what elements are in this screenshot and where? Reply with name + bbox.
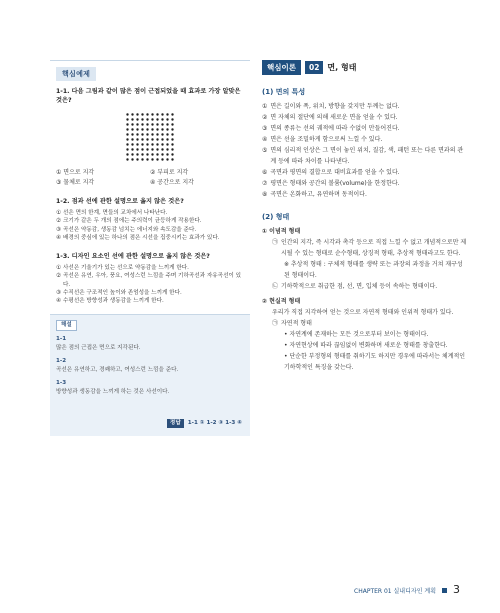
q3-option (56, 297, 244, 305)
grid-dot (151, 148, 153, 150)
grid-dot (151, 153, 153, 155)
grid-dot (151, 158, 153, 160)
grid-dot (156, 118, 158, 120)
theory-column (262, 60, 467, 373)
grid-dot (141, 118, 143, 120)
ideal-form-a (262, 237, 467, 259)
grid-dot (166, 143, 168, 145)
grid-dot (151, 113, 153, 115)
section-heading-plane: (1) 면의 특성 (262, 88, 306, 96)
grid-dot (131, 138, 133, 140)
grid-dot (146, 123, 148, 125)
question-1-title: 1-1. 다음 그림과 같이 많은 점이 근접되었을 때 효과로 가장 알맞은 것은? (56, 88, 241, 104)
grid-dot (171, 123, 173, 125)
theory-number: 02 (305, 61, 323, 74)
grid-dot (166, 113, 168, 115)
grid-dot (131, 118, 133, 120)
page-footer (354, 584, 460, 595)
item-text: 평면은 형태와 공간의 볼륨(volume)을 한정한다. (270, 180, 400, 187)
q2-option (56, 217, 244, 225)
example-panel (50, 60, 250, 306)
explanation-num: 1-1 (56, 335, 67, 342)
grid-dot (136, 118, 138, 120)
plane-property (262, 145, 467, 167)
q3-option (56, 289, 244, 297)
grid-dot (161, 128, 163, 130)
grid-dot (166, 118, 168, 120)
grid-dot (151, 143, 153, 145)
grid-dot (126, 148, 128, 150)
chapter-label: CHAPTER 01 실내디자인 계획 (354, 588, 436, 595)
footer-marker (442, 588, 447, 593)
q1-option-2: ② 부피로 지각 (150, 169, 189, 176)
q2-option-text: 선은 면의 한계, 면들의 교차에서 나타난다. (63, 210, 168, 216)
grid-dot (146, 148, 148, 150)
real-form-heading: ② 현실적 형태 (262, 298, 301, 305)
q2-option-text: 곡선은 약동감, 생동감 넘치는 에너지와 속도감을 준다. (63, 226, 197, 233)
item-num: ⑧ (262, 191, 268, 198)
ideal-form-note: ※ 추상적 형태 : 구체적 형태를 생략 또는 과장의 과정을 거쳐 재구성된 형태이다. (284, 261, 463, 279)
grid-dot (171, 118, 173, 120)
theory-header (262, 60, 467, 75)
plane-property (262, 178, 467, 189)
item-text: 면 자체의 절단에 의해 새로운 면을 얻을 수 있다. (270, 114, 398, 121)
grid-dot (136, 153, 138, 155)
grid-dot (146, 153, 148, 155)
grid-dot (146, 133, 148, 135)
answer-tag: 정답 (167, 419, 184, 428)
grid-dot (131, 128, 133, 130)
grid-dot (126, 113, 128, 115)
q1-option-3: ③ 물체로 지각 (56, 179, 95, 186)
q2-option (56, 234, 244, 242)
q3-option-text: 사선은 기울기가 있는 선으로 약동감을 느끼게 한다. (63, 265, 189, 272)
section-heading-form: (2) 형태 (262, 213, 290, 221)
question-2-options (56, 209, 244, 242)
natural-form-bullet: • 자연현상에 따라 끊임없이 변화하며 새로운 형태를 창출한다. (284, 342, 448, 349)
explanation-text: 방향성과 생동감을 느끼게 하는 것은 사선이다. (56, 388, 170, 395)
natural-form-bullet: • 단순한 부정형의 형태를 취하기도 하지만 경우에 따라서는 체계적인 기하학적인 특징을 갖는다. (284, 353, 466, 371)
explanation-box (50, 314, 250, 436)
item-num: ⑤ (262, 147, 268, 154)
item-num: ② (262, 114, 268, 121)
grid-dot (171, 133, 173, 135)
natural-form-heading (262, 318, 467, 329)
ideal-form-b (262, 281, 467, 292)
plane-property (262, 112, 467, 123)
item-num: ㉡ (272, 283, 279, 290)
grid-dot (166, 133, 168, 135)
plane-property (262, 101, 467, 112)
grid-dot (151, 118, 153, 120)
grid-dot (141, 148, 143, 150)
theory-title: 면, 형태 (327, 63, 357, 72)
natural-form-bullet: • 자연계에 존재하는 모든 것으로부터 보이는 형태이다. (284, 331, 429, 338)
grid-dot (146, 128, 148, 130)
grid-dot (151, 123, 153, 125)
item-text: 면은 길이와 폭, 위치, 방향을 갖지만 두께는 없다. (270, 103, 400, 110)
grid-dot (156, 158, 158, 160)
answer-summary: 1-1 ① 1-2 ③ 1-3 ④ (187, 419, 242, 426)
grid-dot (146, 113, 148, 115)
item-num: ㉠ (272, 320, 279, 327)
grid-dot (161, 138, 163, 140)
grid-dot (126, 128, 128, 130)
grid-dot (136, 143, 138, 145)
q2-option-num: ③ (56, 226, 62, 233)
q3-option-num: ③ (56, 290, 62, 297)
grid-dot (161, 148, 163, 150)
grid-dot (156, 148, 158, 150)
grid-dot (156, 138, 158, 140)
grid-dot (141, 128, 143, 130)
grid-dot (161, 143, 163, 145)
q3-option-num: ④ (56, 298, 62, 305)
grid-dot (136, 158, 138, 160)
q1-option-4: ④ 공간으로 지각 (150, 179, 194, 186)
grid-dot (161, 133, 163, 135)
grid-dot (171, 153, 173, 155)
grid-dot (136, 138, 138, 140)
grid-dot (171, 148, 173, 150)
grid-dot (141, 133, 143, 135)
question-2-title: 1-2. 점과 선에 관한 설명으로 옳지 않은 것은? (56, 198, 184, 205)
item-num: ㉠ (272, 239, 279, 246)
grid-dot (141, 123, 143, 125)
grid-dot (126, 133, 128, 135)
plane-property (262, 134, 467, 145)
grid-dot (156, 123, 158, 125)
item-text: 곡면과 평면의 결합으로 대비효과를 얻을 수 있다. (270, 169, 400, 176)
grid-dot (161, 118, 163, 120)
q2-option (56, 209, 244, 217)
explanation-num: 1-2 (56, 357, 67, 364)
grid-dot (136, 123, 138, 125)
grid-dot (131, 153, 133, 155)
example-column (50, 60, 250, 436)
question-1-options (56, 169, 244, 187)
grid-dot (171, 143, 173, 145)
grid-dot (156, 128, 158, 130)
grid-dot (146, 158, 148, 160)
grid-dot (166, 148, 168, 150)
item-num: ③ (262, 125, 268, 132)
question-3-title: 1-3. 디자인 요소인 선에 관한 설명으로 옳지 않은 것은? (56, 253, 210, 261)
grid-dot (161, 113, 163, 115)
question-3-options (56, 264, 244, 305)
q3-option-num: ① (56, 265, 62, 272)
grid-dot (171, 128, 173, 130)
grid-dot (136, 148, 138, 150)
explanation-text: 곡선은 유연하고, 경쾌하고, 여성스런 느낌을 준다. (56, 366, 179, 373)
grid-dot (131, 158, 133, 160)
plane-properties-list (262, 101, 467, 200)
plane-property (262, 189, 467, 200)
grid-dot (136, 133, 138, 135)
q2-option-text: 크기가 같은 두 개의 점에는 주의력이 균등하게 작용한다. (63, 218, 202, 225)
grid-dot (151, 138, 153, 140)
ideal-form-heading: ① 이념적 형태 (262, 228, 301, 235)
grid-dot (131, 133, 133, 135)
item-num: ⑥ (262, 169, 268, 176)
form-list (262, 226, 467, 373)
grid-dot (131, 143, 133, 145)
grid-dot (166, 158, 168, 160)
q2-option-num: ④ (56, 234, 62, 241)
grid-dot (146, 138, 148, 140)
grid-dot (131, 148, 133, 150)
grid-dot (171, 158, 173, 160)
q3-option-num: ② (56, 273, 62, 280)
grid-dot (161, 158, 163, 160)
answer-key (167, 419, 242, 428)
plane-property (262, 123, 467, 134)
item-text: 곡면은 온화하고, 유연하며 동적이다. (270, 191, 367, 198)
grid-dot (156, 133, 158, 135)
grid-dot (126, 118, 128, 120)
plane-property (262, 167, 467, 178)
explanation-num: 1-3 (56, 379, 67, 386)
q3-option-text: 수직선은 구조적인 높이와 존엄성을 느끼게 한다. (63, 290, 182, 297)
grid-dot (131, 123, 133, 125)
grid-dot (156, 113, 158, 115)
item-num: ⑦ (262, 180, 268, 187)
grid-dot (141, 158, 143, 160)
dot-grid-figure (124, 111, 176, 163)
page-number: 3 (453, 583, 460, 596)
grid-dot (156, 143, 158, 145)
item-text: 기하학적으로 취급한 점, 선, 면, 입체 등이 속하는 형태이다. (281, 283, 438, 290)
grid-dot (141, 138, 143, 140)
grid-dot (146, 118, 148, 120)
theory-tag: 핵심이론 (262, 60, 301, 75)
q3-option (56, 272, 244, 289)
grid-dot (126, 138, 128, 140)
item-num: ④ (262, 136, 268, 143)
q3-option-text: 수평선은 방향성과 생동감을 느끼게 한다. (63, 298, 164, 305)
q1-option-1: ① 면으로 지각 (56, 169, 95, 176)
grid-dot (136, 113, 138, 115)
grid-dot (126, 123, 128, 125)
grid-dot (141, 143, 143, 145)
grid-dot (151, 133, 153, 135)
grid-dot (161, 153, 163, 155)
q2-option-num: ② (56, 218, 62, 225)
item-text: 면의 종류는 선의 궤적에 따라 수없이 만들어진다. (270, 125, 400, 132)
grid-dot (146, 143, 148, 145)
item-num: ① (262, 103, 268, 110)
explanation-text: 많은 점의 근접은 면으로 지각된다. (56, 344, 141, 351)
grid-dot (166, 153, 168, 155)
q2-option-num: ① (56, 210, 62, 216)
grid-dot (126, 153, 128, 155)
section-label: 핵심예제 (56, 67, 96, 81)
grid-dot (166, 128, 168, 130)
grid-dot (156, 153, 158, 155)
item-text: 면은 선을 조밀하게 함으로써 느낄 수 있다. (270, 136, 383, 143)
real-form-desc: 우리가 직접 지각하여 얻는 것으로 자연적 형태와 인위적 형태가 있다. (272, 309, 454, 316)
q3-option-text: 곡선은 유연, 우아, 풍요, 여성스런 느낌을 주며 기하곡선과 자유곡선이 있다. (63, 273, 242, 288)
grid-dot (126, 143, 128, 145)
grid-dot (141, 113, 143, 115)
grid-dot (131, 113, 133, 115)
grid-dot (126, 158, 128, 160)
grid-dot (161, 123, 163, 125)
grid-dot (151, 128, 153, 130)
item-text: 자연적 형태 (281, 320, 312, 327)
grid-dot (166, 138, 168, 140)
grid-dot (141, 153, 143, 155)
q3-option (56, 264, 244, 272)
grid-dot (171, 138, 173, 140)
grid-dot (136, 128, 138, 130)
explanation-label: 해설 (56, 320, 77, 331)
q2-option-text: 배경의 중심에 있는 하나의 점은 시선을 집중시키는 효과가 있다. (63, 234, 220, 241)
item-text: 면의 심리적 인상은 그 면이 놓인 위치, 질감, 색, 패턴 또는 다른 면과의 관계 등에 따라 차이를 나타낸다. (270, 147, 464, 165)
grid-dot (171, 113, 173, 115)
grid-dot (166, 123, 168, 125)
q2-option (56, 226, 244, 234)
item-text: 인간의 지각, 즉 시각과 촉각 등으로 직접 느낄 수 없고 개념적으로만 제시될 수 있는 형태로 순수형태, 상징적 형태, 추상적 형태라고도 한다. (281, 239, 467, 257)
